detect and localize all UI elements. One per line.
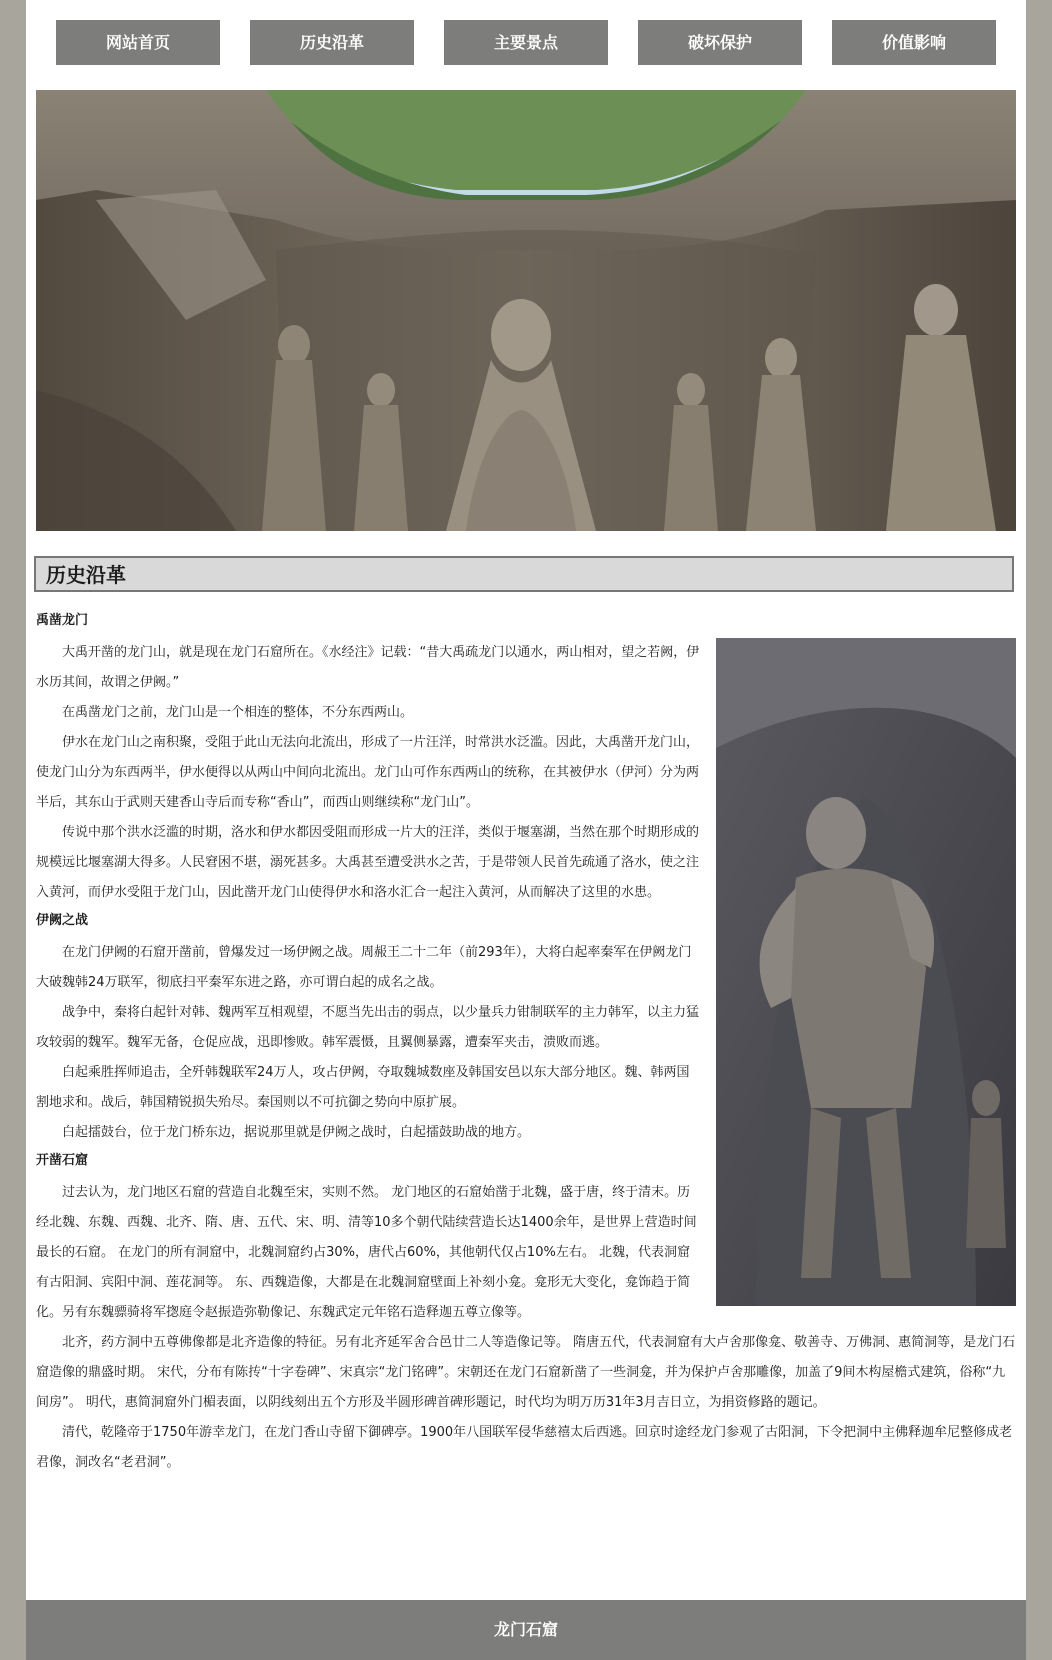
nav-value[interactable]: 价值影响	[832, 20, 996, 65]
page	[26, 0, 1026, 1660]
nav-protection[interactable]: 破坏保护	[638, 20, 802, 65]
paragraph: 在龙门伊阙的石窟开凿前，曾爆发过一场伊阙之战。周赧王二十二年（前293年），大将白起率秦军在伊阙龙门大破魏韩24万联军，彻底扫平秦军东进之路，亦可谓白起的成名之战。	[36, 945, 692, 990]
article-body	[36, 608, 1016, 1478]
banner-image	[36, 90, 1016, 531]
subheading-yu-opens-longmen: 禹凿龙门	[36, 613, 89, 628]
footer: 龙门石窟	[26, 1600, 1026, 1660]
subheading-carving-grottoes: 开凿石窟	[36, 1153, 89, 1168]
paragraph: 北齐，药方洞中五尊佛像都是北齐造像的特征。另有北齐延军舍合邑廿二人等造像记等。 隋唐五代，代表洞窟有大卢舍那像龛、敬善寺、万佛洞、惠简洞等，是龙门石窟造像的鼎盛时期。 宋代，分布有陈抟“十字卷碑”、宋真宗“龙门铭碑”。宋朝还在龙门石窟新凿了一些洞龛，并为保护卢舍那雕像，加盖了9间木构屋檐式建筑，俗称“九间房”。 明代，惠简洞窟外门楣表面，以阴线刻出五个方形及半圆形碑首碑形题记，时代均为明万历31年3月吉日立，为捐资修路的题记。	[36, 1335, 1016, 1410]
subheading-battle-of-yique: 伊阙之战	[36, 913, 89, 928]
paragraph: 大禹开凿的龙门山，就是现在龙门石窟所在。《水经注》记载：“昔大禹疏龙门以通水，两山相对，望之若阙，伊水历其间，故谓之伊阙。”	[36, 645, 700, 690]
paragraph: 在禹凿龙门之前，龙门山是一个相连的整体，不分东西两山。	[62, 705, 414, 720]
section-title: 历史沿革	[34, 556, 1014, 592]
top-nav	[26, 0, 1026, 86]
paragraph: 传说中那个洪水泛滥的时期，洛水和伊水都因受阻而形成一片大的汪洋，类似于堰塞湖，当然在那个时期形成的规模远比堰塞湖大得多。人民窘困不堪，溺死甚多。大禹甚至遭受洪水之苦，于是带领人民首先疏通了洛水，使之注入黄河，而伊水受阻于龙门山，因此凿开龙门山使得伊水和洛水汇合一起注入黄河，从而解决了这里的水患。	[36, 825, 700, 900]
paragraph: 伊水在龙门山之南积聚，受阻于此山无法向北流出，形成了一片汪洋，时常洪水泛滥。因此，大禹凿开龙门山，使龙门山分为东西两半，伊水便得以从两山中间向北流出。龙门山可作东西两山的统称，在其被伊水（伊河）分为两半后，其东山于武则天建香山寺后而专称“香山”，而西山则继续称“龙门山”。	[36, 735, 700, 810]
paragraph: 过去认为，龙门地区石窟的营造自北魏至宋，实则不然。 龙门地区的石窟始凿于北魏，盛于唐，终于清末。历经北魏、东魏、西魏、北齐、隋、唐、五代、宋、明、清等10多个朝代陆续营造长达1400余年，是世界上营造时间最长的石窟。 在龙门的所有洞窟中，北魏洞窟约占30%，唐代占60%，其他朝代仅占10%左右。 北魏，代表洞窟有古阳洞、宾阳中洞、莲花洞等。 东、西魏造像，大都是在北魏洞窟壁面上补刻小龛。龛形无大变化，龛饰趋于简化。另有东魏骠骑将军揔庭令赵振造弥勒像记、东魏武定元年铭石造释迦五尊立像等。	[36, 1185, 697, 1320]
paragraph: 白起擂鼓台，位于龙门桥东边，据说那里就是伊阙之战时，白起擂鼓助战的地方。	[62, 1125, 531, 1140]
guardian-statue-photo	[716, 638, 1016, 1306]
paragraph: 战争中，秦将白起针对韩、魏两军互相观望，不愿当先出击的弱点，以少量兵力钳制联军的主力韩军，以主力猛攻较弱的魏军。魏军无备，仓促应战，迅即惨败。韩军震慑，且翼侧暴露，遭秦军夹击，溃败而逃。	[36, 1005, 700, 1050]
grottoes-photo	[36, 90, 1016, 531]
paragraph: 白起乘胜挥师追击，全歼韩魏联军24万人，攻占伊阙，夺取魏城数座及韩国安邑以东大部分地区。魏、韩两国割地求和。战后，韩国精锐损失殆尽。秦国则以不可抗御之势向中原扩展。	[36, 1065, 690, 1110]
nav-attractions[interactable]: 主要景点	[444, 20, 608, 65]
paragraph: 清代，乾隆帝于1750年游幸龙门，在龙门香山寺留下御碑亭。1900年八国联军侵华慈禧太后西逃。回京时途经龙门参观了古阳洞，下令把洞中主佛释迦牟尼整修成老君像，洞改名“老君洞”。	[36, 1425, 1013, 1470]
nav-history[interactable]: 历史沿革	[250, 20, 414, 65]
nav-home[interactable]: 网站首页	[56, 20, 220, 65]
